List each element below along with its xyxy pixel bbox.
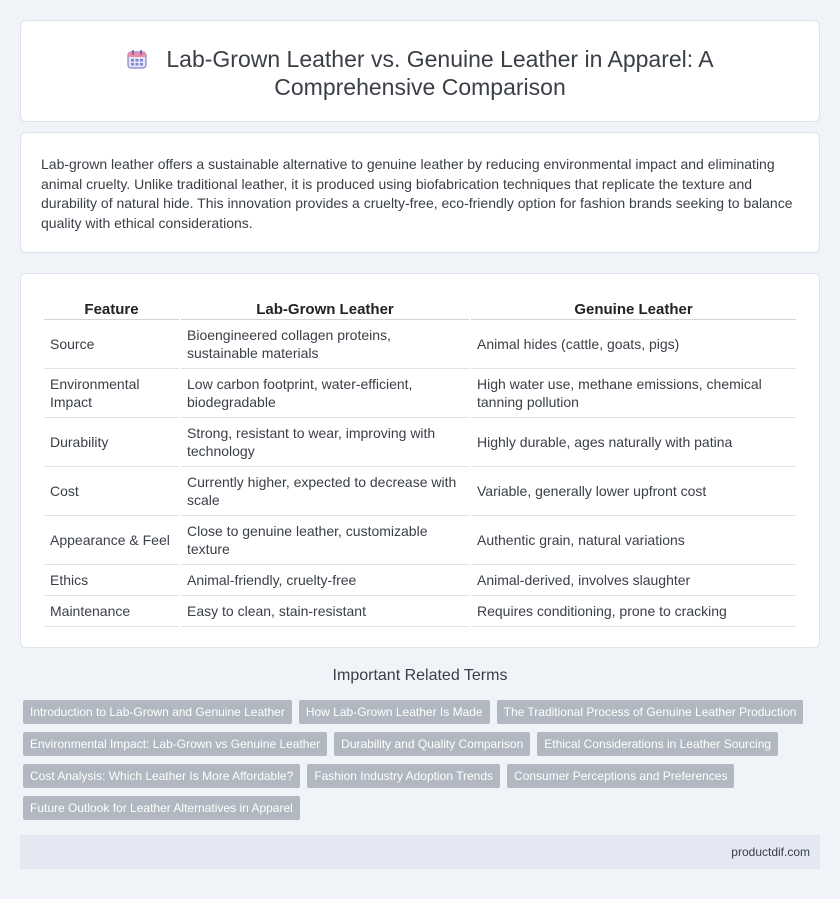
- term-tag[interactable]: Consumer Perceptions and Preferences: [507, 764, 734, 788]
- term-tag[interactable]: The Traditional Process of Genuine Leather Production: [497, 700, 804, 724]
- term-tag[interactable]: Cost Analysis: Which Leather Is More Affordable?: [23, 764, 300, 788]
- header-feature: Feature: [44, 295, 179, 320]
- genuine-cell: Authentic grain, natural variations: [471, 516, 796, 565]
- term-tag[interactable]: Introduction to Lab-Grown and Genuine Leather: [23, 700, 292, 724]
- table-row: [44, 516, 796, 565]
- term-tag[interactable]: Future Outlook for Leather Alternatives in Apparel: [23, 796, 300, 820]
- lab-grown-cell: Easy to clean, stain-resistant: [181, 596, 469, 627]
- term-tag[interactable]: Ethical Considerations in Leather Sourcing: [537, 732, 778, 756]
- genuine-cell: High water use, methane emissions, chemical tanning pollution: [471, 369, 796, 418]
- table-row: [44, 418, 796, 467]
- term-tag[interactable]: Environmental Impact: Lab-Grown vs Genuine Leather: [23, 732, 327, 756]
- table-row: [44, 596, 796, 627]
- comparison-table: [42, 295, 798, 627]
- feature-cell: Environmental Impact: [44, 369, 179, 418]
- term-tag[interactable]: Fashion Industry Adoption Trends: [307, 764, 500, 788]
- intro-paragraph: Lab-grown leather offers a sustainable alternative to genuine leather by reducing environmental impact and eliminating animal cruelty. Unlike traditional leather, it is produced using biofabrication techniques that replicate the texture and durability of natural hide. This innovation provides a cruelty-free, eco-friendly option for fashion brands seeking to balance quality with ethical considerations.: [41, 156, 793, 231]
- genuine-cell: Highly durable, ages naturally with patina: [471, 418, 796, 467]
- header-lab-grown: Lab-Grown Leather: [181, 295, 469, 320]
- lab-grown-cell: Animal-friendly, cruelty-free: [181, 565, 469, 596]
- lab-grown-cell: Currently higher, expected to decrease with scale: [181, 467, 469, 516]
- calendar-icon: [126, 48, 148, 70]
- intro-card: [20, 132, 820, 253]
- genuine-cell: Variable, generally lower upfront cost: [471, 467, 796, 516]
- lab-grown-cell: Strong, resistant to wear, improving with technology: [181, 418, 469, 467]
- lab-grown-cell: Bioengineered collagen proteins, sustainable materials: [181, 320, 469, 369]
- comparison-card: [20, 273, 820, 648]
- related-terms-list: [23, 700, 823, 820]
- term-tag[interactable]: Durability and Quality Comparison: [334, 732, 530, 756]
- header-genuine: Genuine Leather: [471, 295, 796, 320]
- related-terms-heading: Important Related Terms: [332, 667, 508, 684]
- feature-cell: Durability: [44, 418, 179, 467]
- footer: [20, 835, 820, 869]
- genuine-cell: Requires conditioning, prone to cracking: [471, 596, 796, 627]
- feature-cell: Cost: [44, 467, 179, 516]
- feature-cell: Ethics: [44, 565, 179, 596]
- footer-site-link[interactable]: productdif.com: [731, 845, 810, 859]
- page-title: Lab-Grown Leather vs. Genuine Leather in Apparel: A Comprehensive Comparison: [21, 21, 819, 101]
- feature-cell: Appearance & Feel: [44, 516, 179, 565]
- feature-cell: Source: [44, 320, 179, 369]
- lab-grown-cell: Low carbon footprint, water-efficient, biodegradable: [181, 369, 469, 418]
- feature-cell: Maintenance: [44, 596, 179, 627]
- title-card: [20, 20, 820, 122]
- table-row: [44, 369, 796, 418]
- table-row: [44, 467, 796, 516]
- table-header-row: [44, 295, 796, 320]
- genuine-cell: Animal hides (cattle, goats, pigs): [471, 320, 796, 369]
- table-row: [44, 565, 796, 596]
- table-row: [44, 320, 796, 369]
- term-tag[interactable]: How Lab-Grown Leather Is Made: [299, 700, 490, 724]
- lab-grown-cell: Close to genuine leather, customizable texture: [181, 516, 469, 565]
- genuine-cell: Animal-derived, involves slaughter: [471, 565, 796, 596]
